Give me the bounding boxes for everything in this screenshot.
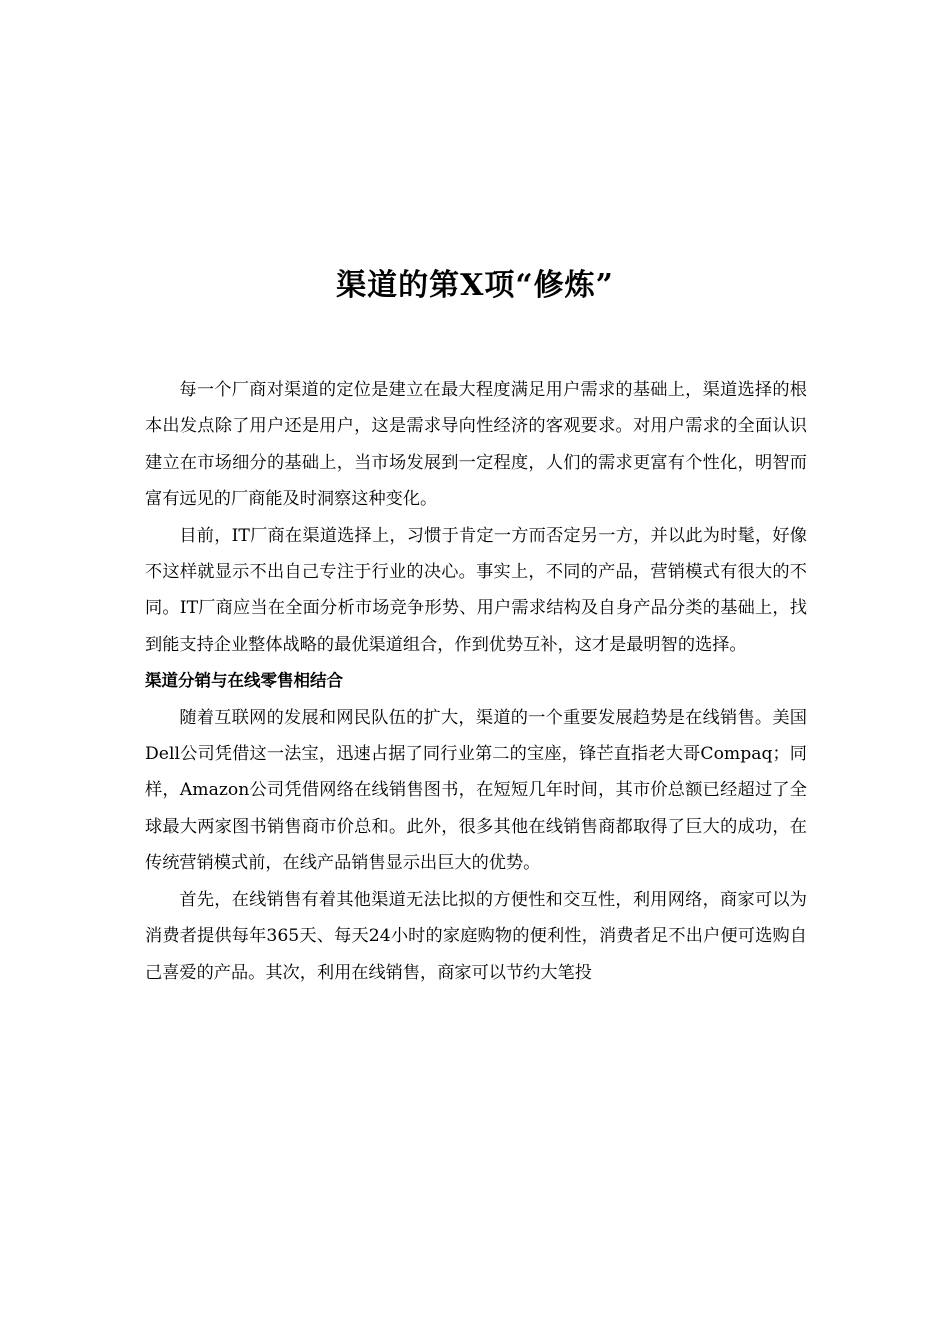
paragraph-section-1: 随着互联网的发展和网民队伍的扩大，渠道的一个重要发展趋势是在线销售。美国Dell公司凭借这一法宝，迅速占据了同行业第二的宝座，锋芒直指老大哥Compaq；同样，Amazon公司凭借网络在线销售图书，在短短几年时间，其市价总额已经超过了全球最大两家图书销售商市价总和。此外，很多其他在线销售商都取得了巨大的成功，在传统营销模式前，在线产品销售显示出巨大的优势。 xyxy=(145,707,807,874)
section-heading: 渠道分销与在线零售相结合 xyxy=(145,671,343,691)
document-body xyxy=(145,372,807,991)
paragraph-section-2: 首先，在线销售有着其他渠道无法比拟的方便性和交互性，利用网络，商家可以为消费者提供每年365天、每天24小时的家庭购物的便利性，消费者足不出户便可选购自己喜爱的产品。其次，利用在线销售，商家可以节约大笔投 xyxy=(145,889,807,983)
paragraph-intro-2: 目前，IT厂商在渠道选择上，习惯于肯定一方而否定另一方，并以此为时髦，好像不这样就显示不出自己专注于行业的决心。事实上，不同的产品，营销模式有很大的不同。IT厂商应当在全面分析市场竞争形势、用户需求结构及自身产品分类的基础上，找到能支持企业整体战略的最优渠道组合，作到优势互补，这才是最明智的选择。 xyxy=(145,525,807,655)
page-title: 渠道的第X项“修炼” xyxy=(336,268,614,303)
paragraph-intro-1: 每一个厂商对渠道的定位是建立在最大程度满足用户需求的基础上，渠道选择的根本出发点除了用户还是用户，这是需求导向性经济的客观要求。对用户需求的全面认识建立在市场细分的基础上，当市场发展到一定程度，人们的需求更富有个性化，明智而富有远见的厂商能及时洞察这种变化。 xyxy=(145,380,807,510)
